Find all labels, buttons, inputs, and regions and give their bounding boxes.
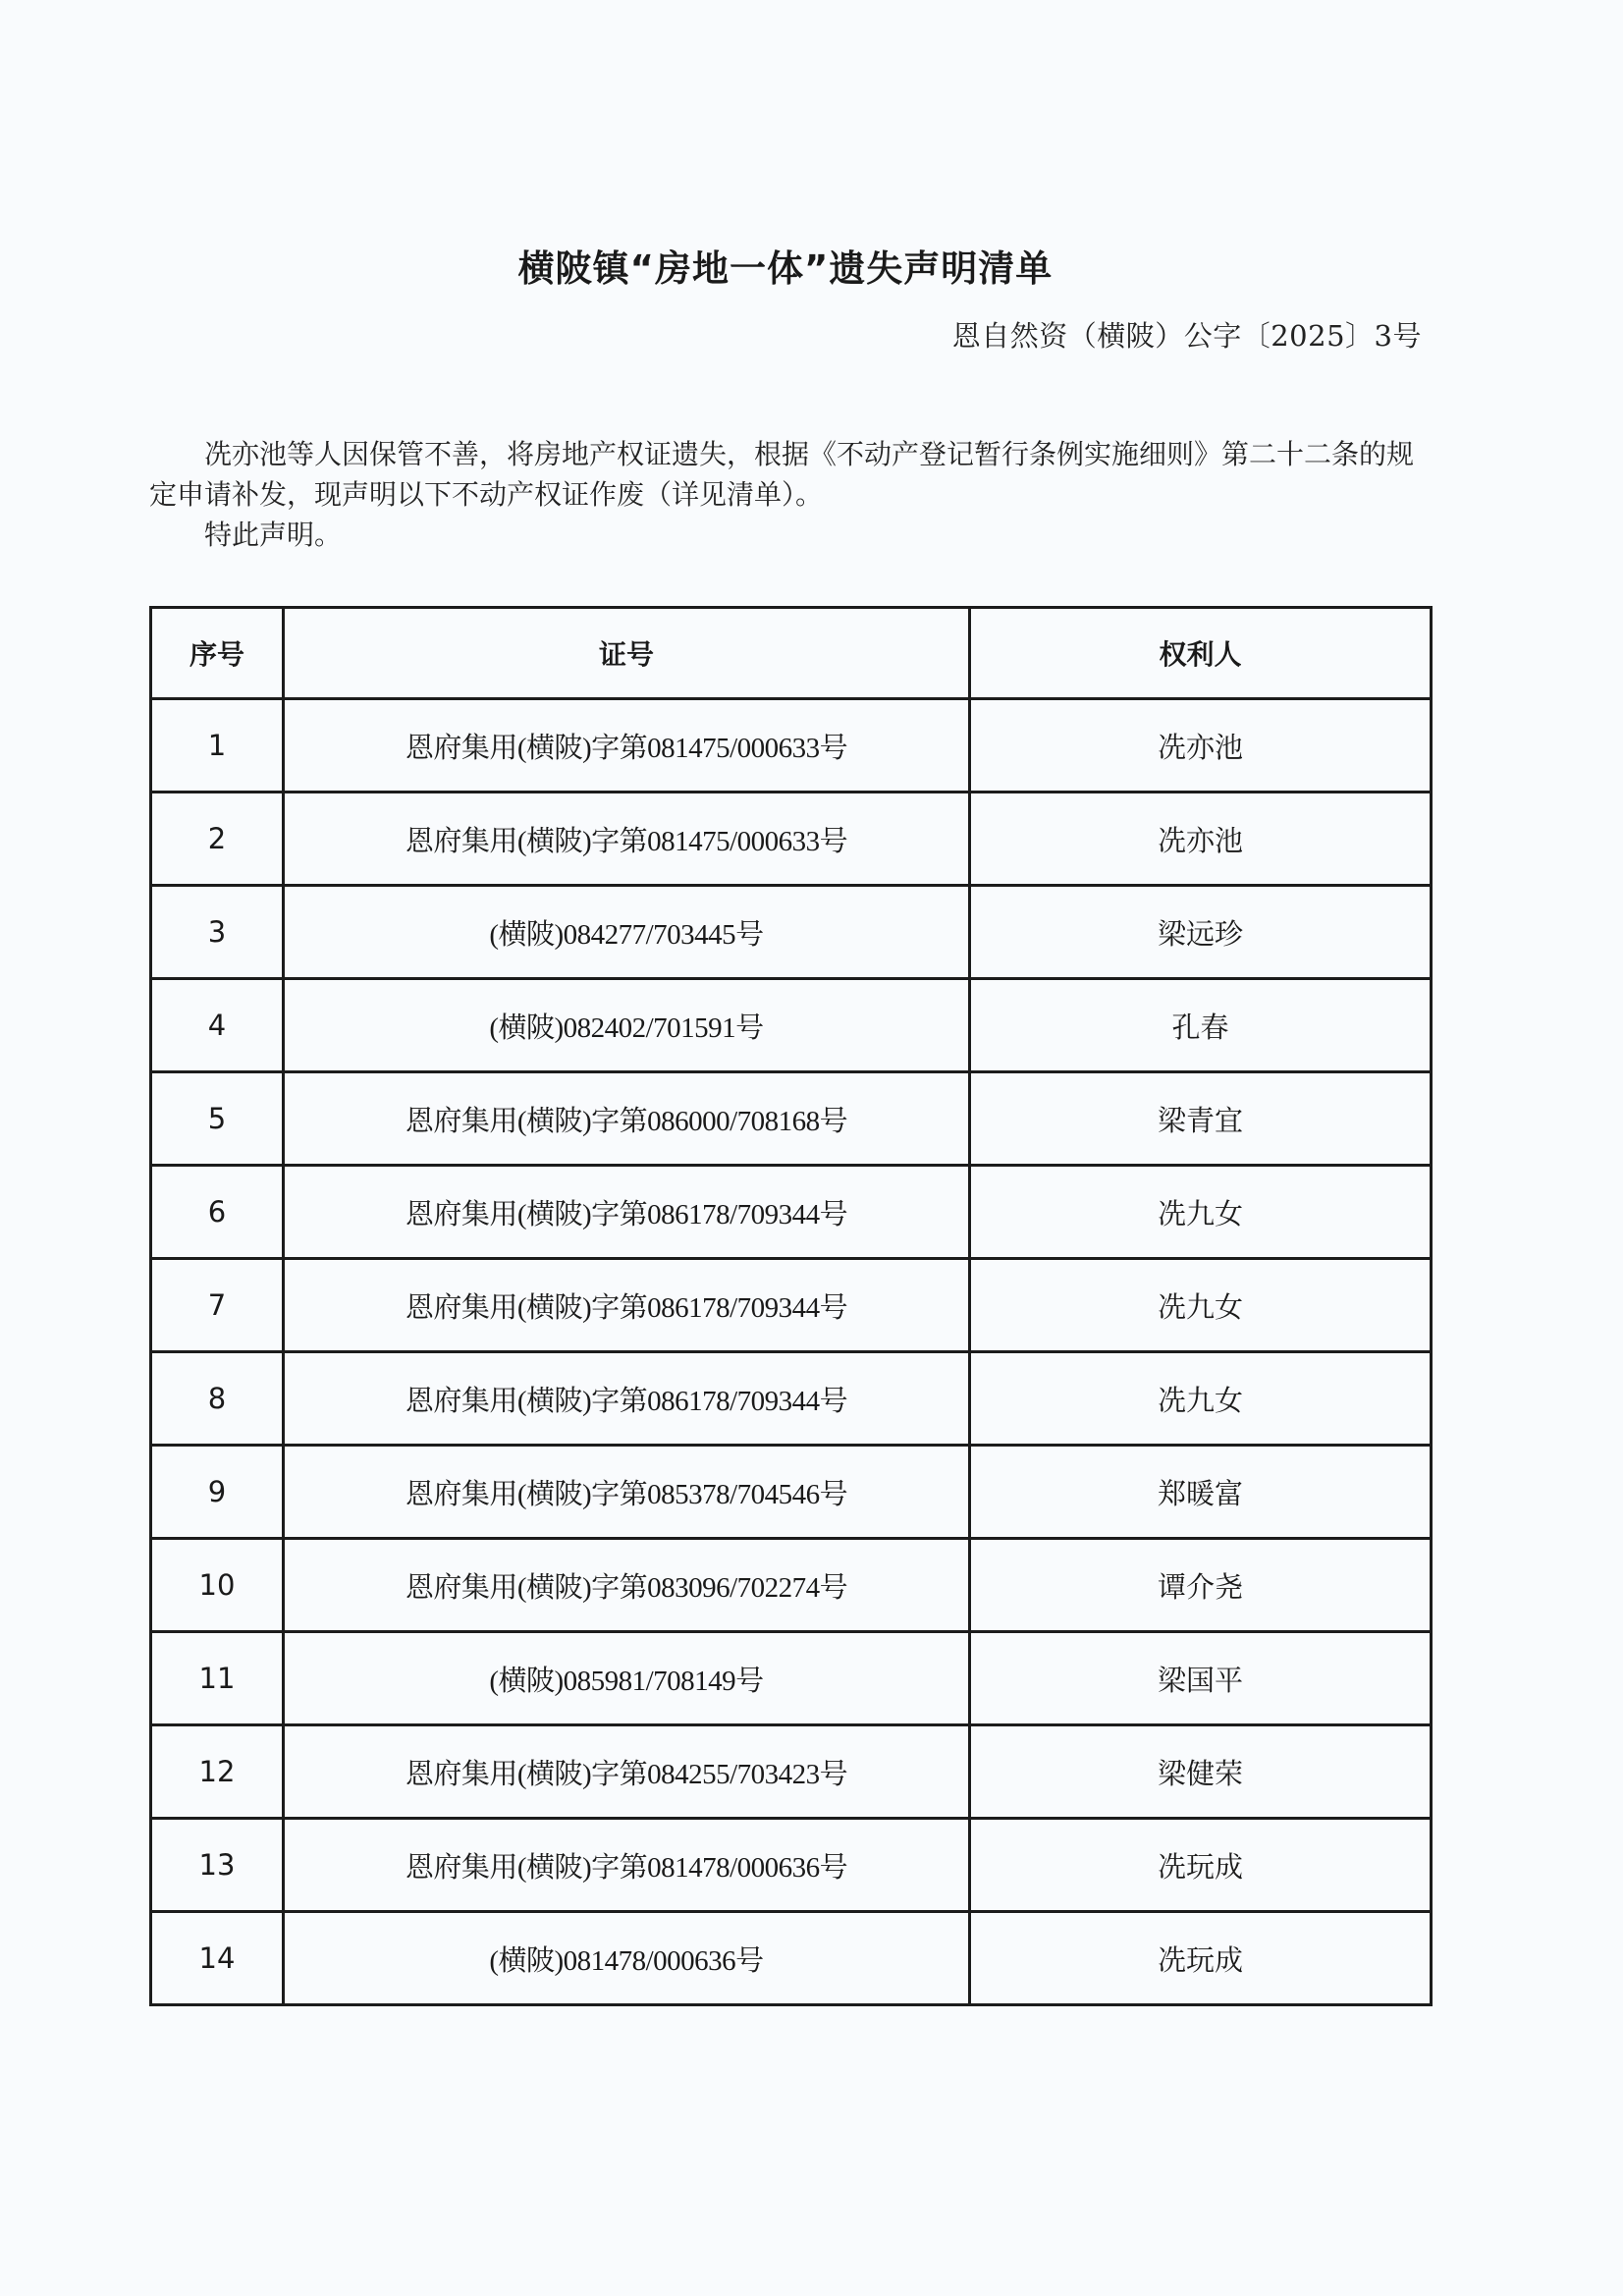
row-seq: 10 — [151, 1539, 284, 1632]
row-cert-no: 恩府集用(横陂)字第085378/704546号 — [284, 1446, 970, 1539]
row-seq: 3 — [151, 886, 284, 979]
row-seq: 7 — [151, 1259, 284, 1352]
table-row — [151, 886, 1432, 979]
header-cert-no: 证号 — [284, 608, 970, 699]
row-cert-no: (横陂)082402/701591号 — [284, 979, 970, 1072]
row-holder: 梁远珍 — [970, 886, 1432, 979]
table-row — [151, 793, 1432, 886]
table-row — [151, 1166, 1432, 1259]
row-cert-no: 恩府集用(横陂)字第081475/000633号 — [284, 793, 970, 886]
table-row — [151, 1446, 1432, 1539]
row-seq: 8 — [151, 1352, 284, 1446]
header-seq: 序号 — [151, 608, 284, 699]
document-title: 横陂镇“房地一体”遗失声明清单 — [517, 246, 1054, 290]
table-row — [151, 699, 1432, 793]
row-cert-no: 恩府集用(横陂)字第081475/000633号 — [284, 699, 970, 793]
document-number: 恩自然资（横陂）公字〔2025〕3号 — [951, 319, 1422, 353]
row-holder: 冼亦池 — [970, 793, 1432, 886]
row-seq: 13 — [151, 1819, 284, 1912]
lost-certificate-table — [149, 606, 1433, 2006]
header-holder: 权利人 — [970, 608, 1432, 699]
row-seq: 12 — [151, 1725, 284, 1819]
table-row — [151, 1539, 1432, 1632]
table-row — [151, 1912, 1432, 2005]
declaration-closing: 特此声明。 — [204, 519, 343, 551]
row-cert-no: (横陂)081478/000636号 — [284, 1912, 970, 2005]
row-cert-no: (横陂)085981/708149号 — [284, 1632, 970, 1725]
row-holder: 孔春 — [970, 979, 1432, 1072]
row-seq: 2 — [151, 793, 284, 886]
table-row — [151, 1072, 1432, 1166]
row-holder: 梁国平 — [970, 1632, 1432, 1725]
row-cert-no: 恩府集用(横陂)字第086178/709344号 — [284, 1259, 970, 1352]
row-holder: 冼九女 — [970, 1259, 1432, 1352]
table-row — [151, 1352, 1432, 1446]
row-holder: 冼玩成 — [970, 1912, 1432, 2005]
row-holder: 梁健荣 — [970, 1725, 1432, 1819]
table-row — [151, 1632, 1432, 1725]
table-row — [151, 1259, 1432, 1352]
declaration-body — [149, 434, 1429, 555]
row-holder: 谭介尧 — [970, 1539, 1432, 1632]
row-holder: 冼玩成 — [970, 1819, 1432, 1912]
row-seq: 5 — [151, 1072, 284, 1166]
row-cert-no: 恩府集用(横陂)字第086178/709344号 — [284, 1352, 970, 1446]
row-cert-no: (横陂)084277/703445号 — [284, 886, 970, 979]
row-holder: 郑暖富 — [970, 1446, 1432, 1539]
row-holder: 冼亦池 — [970, 699, 1432, 793]
row-seq: 4 — [151, 979, 284, 1072]
row-holder: 冼九女 — [970, 1166, 1432, 1259]
row-seq: 1 — [151, 699, 284, 793]
declaration-paragraph: 冼亦池等人因保管不善，将房地产权证遗失，根据《不动产登记暂行条例实施细则》第二十二条的规定申请补发，现声明以下不动产权证作废（详见清单）。 — [149, 438, 1415, 511]
table-header-row — [151, 608, 1432, 699]
row-cert-no: 恩府集用(横陂)字第083096/702274号 — [284, 1539, 970, 1632]
row-holder: 冼九女 — [970, 1352, 1432, 1446]
row-seq: 6 — [151, 1166, 284, 1259]
table-row — [151, 1725, 1432, 1819]
row-holder: 梁青宜 — [970, 1072, 1432, 1166]
row-cert-no: 恩府集用(横陂)字第086000/708168号 — [284, 1072, 970, 1166]
row-cert-no: 恩府集用(横陂)字第081478/000636号 — [284, 1819, 970, 1912]
table-row — [151, 979, 1432, 1072]
table-row — [151, 1819, 1432, 1912]
row-cert-no: 恩府集用(横陂)字第086178/709344号 — [284, 1166, 970, 1259]
row-seq: 11 — [151, 1632, 284, 1725]
row-cert-no: 恩府集用(横陂)字第084255/703423号 — [284, 1725, 970, 1819]
row-seq: 9 — [151, 1446, 284, 1539]
row-seq: 14 — [151, 1912, 284, 2005]
